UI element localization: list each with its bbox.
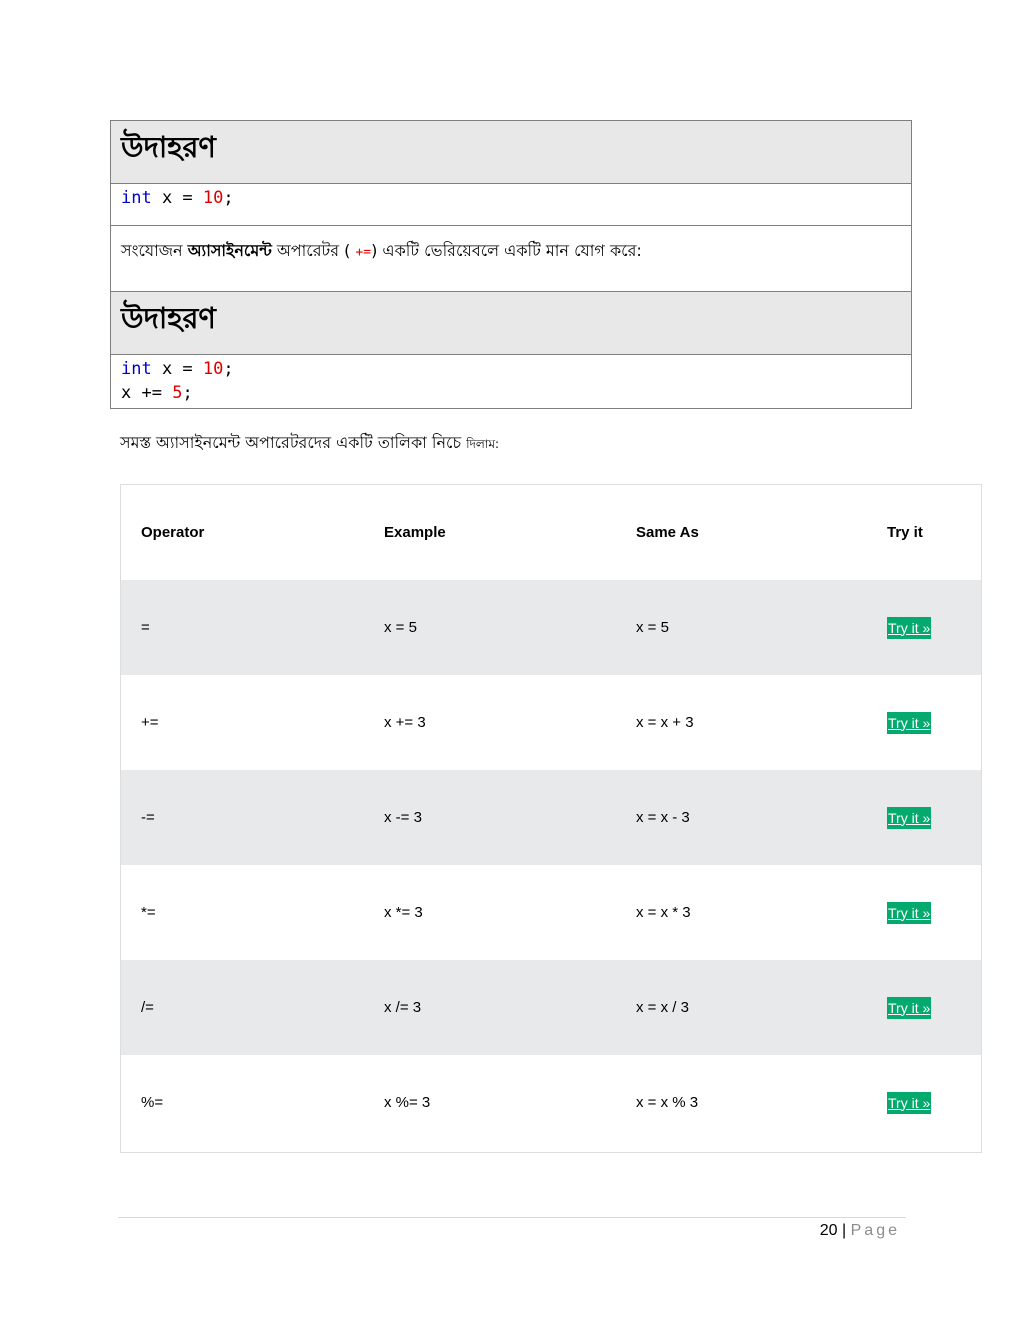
try-it-button[interactable]: Try it » bbox=[887, 997, 931, 1019]
code-line bbox=[121, 381, 901, 405]
cell-operator: += bbox=[141, 714, 159, 731]
code-line bbox=[121, 357, 901, 381]
cell-operator: %= bbox=[141, 1094, 164, 1111]
code-block-2 bbox=[111, 355, 911, 408]
operators-table bbox=[120, 484, 982, 1153]
example-heading-2: উদাহরণ bbox=[121, 301, 216, 335]
cell-example: x = 5 bbox=[384, 619, 417, 636]
code-keyword: int bbox=[121, 188, 152, 208]
code-number: 10 bbox=[202, 359, 224, 379]
page-number bbox=[820, 1222, 900, 1240]
page-number-value: 20 bbox=[819, 1222, 838, 1239]
table-intro bbox=[120, 428, 499, 459]
cell-example: x -= 3 bbox=[384, 809, 422, 826]
page-separator: | bbox=[837, 1222, 851, 1239]
explanation-text-3: ) একটি ভেরিয়েবলে একটি মান যোগ করে: bbox=[371, 241, 642, 260]
try-it-button[interactable]: Try it » bbox=[887, 617, 931, 639]
page-label: Page bbox=[850, 1222, 900, 1239]
cell-same-as: x = x + 3 bbox=[636, 714, 694, 731]
code-end: ; bbox=[182, 383, 193, 403]
try-it-button[interactable]: Try it » bbox=[887, 1092, 931, 1114]
try-it-button[interactable]: Try it » bbox=[887, 902, 931, 924]
table-row bbox=[121, 1055, 981, 1150]
explanation-row bbox=[111, 226, 911, 292]
cell-same-as: x = x * 3 bbox=[636, 904, 691, 921]
cell-same-as: x = x % 3 bbox=[636, 1094, 699, 1111]
code-number: 5 bbox=[172, 383, 183, 403]
header-operator: Operator bbox=[141, 524, 205, 541]
intro-text: সমস্ত অ্যাসাইনমেন্ট অপারেটরদের একটি তালিকা নিচে bbox=[120, 433, 467, 452]
table-header-row bbox=[121, 485, 981, 580]
table-row bbox=[121, 960, 981, 1055]
table-row bbox=[121, 770, 981, 865]
table-row bbox=[121, 580, 981, 675]
cell-operator: = bbox=[141, 619, 150, 636]
footer-divider bbox=[118, 1217, 906, 1218]
code-block bbox=[111, 184, 911, 226]
try-it-button[interactable]: Try it » bbox=[887, 712, 931, 734]
example-heading-row-2 bbox=[111, 292, 911, 355]
code-text: x += bbox=[121, 383, 173, 403]
code-example-box bbox=[110, 120, 912, 409]
cell-same-as: x = 5 bbox=[636, 619, 669, 636]
example-heading: উদাহরণ bbox=[121, 130, 216, 164]
cell-operator: *= bbox=[141, 904, 156, 921]
cell-example: x /= 3 bbox=[384, 999, 422, 1016]
try-it-button[interactable]: Try it » bbox=[887, 807, 931, 829]
cell-operator: -= bbox=[141, 809, 155, 826]
cell-example: x += 3 bbox=[384, 714, 426, 731]
table-row bbox=[121, 675, 981, 770]
cell-same-as: x = x - 3 bbox=[636, 809, 690, 826]
code-keyword: int bbox=[121, 359, 152, 379]
cell-operator: /= bbox=[141, 999, 154, 1016]
table-row bbox=[121, 865, 981, 960]
header-same-as: Same As bbox=[636, 524, 699, 541]
code-number: 10 bbox=[202, 188, 224, 208]
code-end: ; bbox=[223, 359, 234, 379]
intro-text-small: দিলাম: bbox=[466, 437, 500, 451]
inline-operator: += bbox=[355, 245, 372, 260]
cell-example: x *= 3 bbox=[384, 904, 423, 921]
example-heading-row bbox=[111, 121, 911, 184]
cell-same-as: x = x / 3 bbox=[636, 999, 689, 1016]
code-end: ; bbox=[223, 188, 234, 208]
explanation-text: সংযোজন bbox=[121, 241, 188, 260]
explanation-text-2: অপারেটর ( bbox=[271, 241, 356, 260]
header-example: Example bbox=[384, 524, 446, 541]
explanation-bold: অ্যাসাইনমেন্ট bbox=[187, 241, 272, 260]
cell-example: x %= 3 bbox=[384, 1094, 431, 1111]
code-text: x = bbox=[151, 188, 203, 208]
header-try-it: Try it bbox=[887, 524, 923, 541]
code-text: x = bbox=[151, 359, 203, 379]
